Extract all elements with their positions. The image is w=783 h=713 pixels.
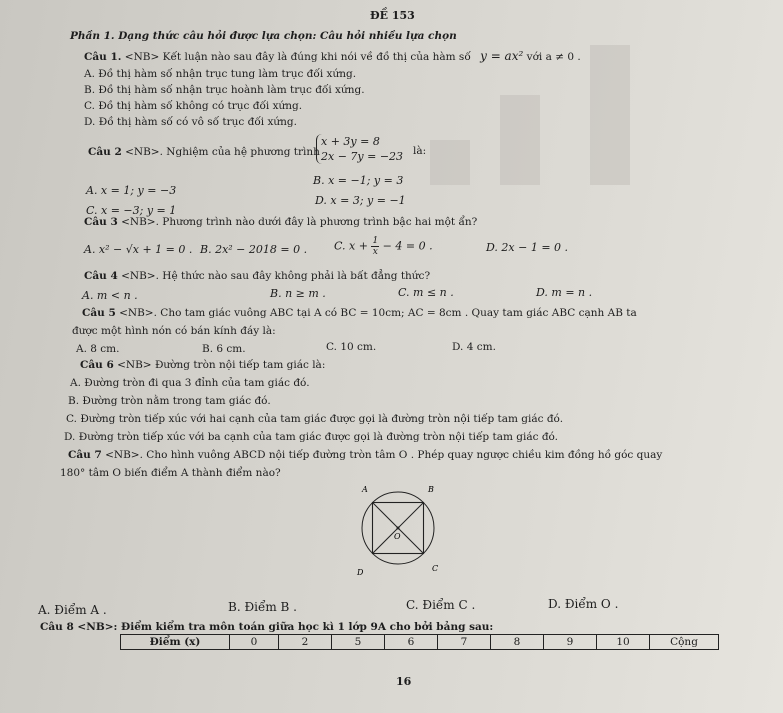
question-7-stem-line2: 180° tâm O biến điểm A thành điểm nào? bbox=[60, 467, 281, 479]
math-expression: y = ax² bbox=[480, 49, 524, 63]
bleed-through-shape bbox=[430, 140, 470, 185]
question-5-option-b: B. 6 cm. bbox=[202, 343, 246, 355]
question-label: Câu 5 bbox=[82, 307, 116, 319]
question-4-option-a: A. m < n . bbox=[82, 289, 138, 302]
question-5-option-d: D. 4 cm. bbox=[452, 341, 496, 353]
question-1-option-c: C. Đồ thị hàm số không có trục đối xứng. bbox=[84, 100, 303, 112]
table-row-label: Điểm (x) bbox=[121, 635, 230, 650]
bleed-through-shape bbox=[590, 45, 630, 185]
table-cell: 9 bbox=[544, 635, 597, 650]
question-1-option-d: D. Đồ thị hàm số có vô số trục đối xứng. bbox=[84, 116, 297, 128]
question-6-stem: Câu 6 <NB> Đường tròn nội tiếp tam giác là: bbox=[80, 359, 326, 371]
bleed-through-shape bbox=[500, 95, 540, 185]
question-3-option-d: D. 2x − 1 = 0 . bbox=[486, 241, 569, 254]
table-row bbox=[121, 635, 719, 650]
table-cell: 10 bbox=[597, 635, 650, 650]
table-cell: 0 bbox=[230, 635, 279, 650]
question-7-option-b: B. Điểm B . bbox=[228, 600, 297, 614]
question-6-option-a: A. Đường tròn đi qua 3 đỉnh của tam giác đó. bbox=[70, 377, 310, 389]
question-4-option-d: D. m = n . bbox=[536, 286, 593, 299]
table-cell: 2 bbox=[279, 635, 332, 650]
question-5-option-a: A. 8 cm. bbox=[76, 343, 120, 355]
question-2-suffix: là: bbox=[413, 145, 427, 157]
score-table bbox=[120, 634, 719, 650]
table-total-header: Cộng bbox=[650, 635, 719, 650]
question-2-option-a: A. x = 1; y = −3 bbox=[86, 184, 177, 197]
table-cell: 6 bbox=[385, 635, 438, 650]
equation-1: x + 3y = 8 bbox=[321, 135, 380, 148]
equation-system bbox=[316, 134, 403, 164]
question-2-option-d: D. x = 3; y = −1 bbox=[315, 194, 406, 207]
question-8-stem: Câu 8 <NB>: Điểm kiểm tra môn toán giữa học kì 1 lớp 9A cho bởi bảng sau: bbox=[40, 621, 494, 633]
question-4-option-b: B. n ≥ m . bbox=[270, 287, 326, 300]
question-6-option-b: B. Đường tròn nằm trong tam giác đó. bbox=[68, 395, 271, 407]
question-7-option-d: D. Điểm O . bbox=[548, 597, 619, 611]
question-1-option-b: B. Đồ thị hàm số nhận trục hoành làm trục đối xứng. bbox=[84, 84, 365, 96]
vertex-label-c: C bbox=[432, 564, 439, 573]
question-4-stem: Câu 4 <NB>. Hệ thức nào sau đây không phải là bất đẳng thức? bbox=[84, 270, 431, 282]
question-3-option-b: B. 2x² − 2018 = 0 . bbox=[200, 243, 308, 256]
question-5-option-c: C. 10 cm. bbox=[326, 341, 377, 353]
question-5-stem: Câu 5 <NB>. Cho tam giác vuông ABC tại A có BC = 10cm; AC = 8cm . Quay tam giác ABC cạnh AB ta bbox=[82, 307, 637, 319]
question-7-stem: Câu 7 <NB>. Cho hình vuông ABCD nội tiếp đường tròn tâm O . Phép quay ngược chiều kim đồng hồ góc quay bbox=[68, 449, 663, 461]
question-7-option-c: C. Điểm C . bbox=[406, 598, 476, 612]
question-label: Câu 4 bbox=[84, 270, 118, 282]
question-label: Câu 3 bbox=[84, 216, 118, 228]
exam-title: ĐỀ 153 bbox=[370, 9, 415, 22]
question-label: Câu 8 bbox=[40, 621, 74, 633]
question-2-option-c: C. x = −3; y = 1 bbox=[86, 204, 177, 217]
center-label-o: O bbox=[394, 532, 401, 541]
fraction: $\frac{1}{x}$ bbox=[372, 236, 379, 257]
equation-2: 2x − 7y = −23 bbox=[321, 150, 404, 163]
question-7-option-a: A. Điểm A . bbox=[38, 603, 107, 617]
question-3-stem: Câu 3 <NB>. Phương trình nào dưới đây là phương trình bậc hai một ẩn? bbox=[84, 216, 478, 228]
question-label: Câu 6 bbox=[80, 359, 114, 371]
question-1-option-a: A. Đồ thị hàm số nhận trục tung làm trục đối xứng. bbox=[84, 68, 357, 80]
question-3-option-a: A. x² − √x + 1 = 0 . bbox=[84, 243, 193, 256]
vertex-label-b: B bbox=[428, 485, 434, 494]
table-cell: 5 bbox=[332, 635, 385, 650]
table-cell: 7 bbox=[438, 635, 491, 650]
question-2-stem: Câu 2 <NB>. Nghiệm của hệ phương trình bbox=[88, 146, 320, 158]
question-6-option-d: D. Đường tròn tiếp xúc với ba cạnh của tam giác được gọi là đường tròn nội tiếp tam giác đó. bbox=[64, 431, 559, 443]
question-5-stem-line2: được một hình nón có bán kính đáy là: bbox=[72, 325, 276, 337]
question-1-stem: Câu 1. <NB> Kết luận nào sau đây là đúng khi nói về đồ thị của hàm số y = ax² với a ≠ 0 . bbox=[84, 49, 581, 63]
question-2-option-b: B. x = −1; y = 3 bbox=[313, 174, 404, 187]
question-4-option-c: C. m ≤ n . bbox=[398, 286, 454, 299]
page-number: 16 bbox=[396, 675, 412, 688]
vertex-label-a: A bbox=[362, 485, 368, 494]
question-label: Câu 1. bbox=[84, 51, 122, 63]
table-cell: 8 bbox=[491, 635, 544, 650]
question-3-option-c: C. x + $\frac{1}{x}$ − 4 = 0 . bbox=[334, 236, 433, 257]
square-in-circle-figure bbox=[345, 478, 455, 580]
question-6-option-c: C. Đường tròn tiếp xúc với hai cạnh của tam giác được gọi là đường tròn nội tiếp tam giác đó. bbox=[66, 413, 564, 425]
vertex-label-d: D bbox=[357, 568, 364, 577]
question-label: Câu 2 bbox=[88, 146, 122, 158]
part1-title: Phần 1. Dạng thức câu hỏi được lựa chọn: Câu hỏi nhiều lựa chọn bbox=[70, 30, 457, 42]
center-point bbox=[397, 527, 400, 530]
question-label: Câu 7 bbox=[68, 449, 102, 461]
